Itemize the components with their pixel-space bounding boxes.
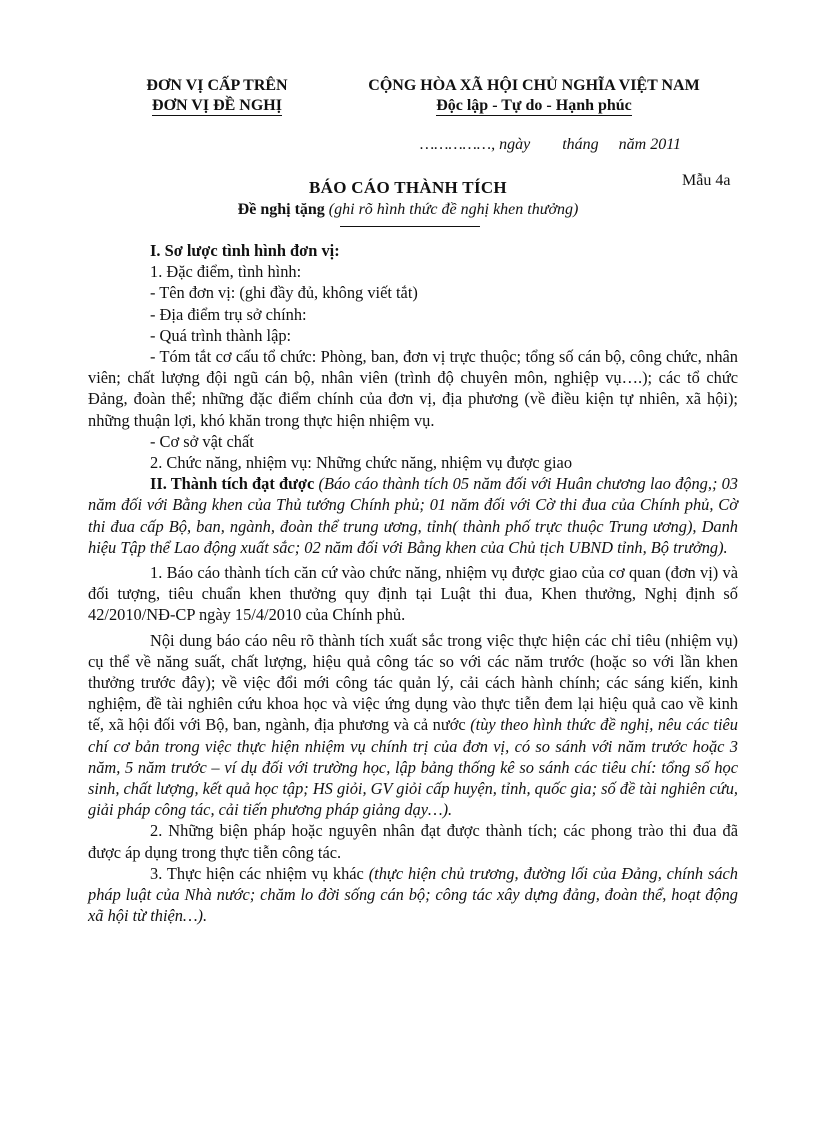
national-motto-header [336, 76, 732, 116]
headquarters-line: - Địa điểm trụ sở chính: [150, 304, 307, 324]
achievement-content-note: (tùy theo hình thức đề nghị, nêu các tiêu chí cơ bản trong việc thực hiện nhiệm vụ chính trị của đơn vị, có so sánh với năm trước hoặc 3 năm, 5 năm trước – ví dụ đối với trường học, lập bảng thống kê so sánh các tiêu chí: tổng số học sinh, chất lượng, kết quả học tập; HS giỏi, GV giỏi cấp huyện, tỉnh, quốc gia; số đề tài nghiên cứu, giải pháp công tác, cải tiến phương pháp giảng dạy…). [88, 715, 738, 820]
form-number: Mẫu 4a [682, 172, 731, 189]
achievement-content-paragraph [88, 630, 738, 821]
unit-name-line: - Tên đơn vị: (ghi đầy đủ, không viết tắt) [150, 283, 418, 303]
other-tasks-note: (thực hiện chủ trương, đường lối của Đảng, chính sách pháp luật của Nhà nước; chăm lo đời sống cán bộ; công tác xây dựng đảng, đoàn thể, hoạt động xã hội từ thiện…). [88, 863, 738, 926]
national-motto: Độc lập - Tự do - Hạnh phúc [436, 97, 632, 114]
subtitle-label: Đề nghị tặng [237, 201, 325, 218]
document-subtitle [0, 201, 816, 219]
structure-paragraph: - Tóm tắt cơ cấu tổ chức: Phòng, ban, đơn vị trực thuộc; tổng số cán bộ, công chức, nhân viên; chất lượng đội ngũ cán bộ, nhân viên (trình độ chuyên môn, nghiệp vụ….); các tổ chức Đảng, đoàn thể; những đặc điểm chính của đơn vị, địa phương (về điều kiện tự nhiên, xã hội); những thuận lợi, khó khăn trong thực hiện nhiệm vụ. [88, 347, 738, 430]
section-1-heading: I. Sơ lược tình hình đơn vị: [150, 241, 340, 260]
report-body [88, 240, 738, 927]
section-1-item-2: 2. Chức năng, nhiệm vụ: Những chức năng, nhiệm vụ được giao [150, 453, 573, 473]
issuing-organization-header [112, 76, 322, 116]
section-1-item-1: 1. Đặc điểm, tình hình: [150, 262, 302, 282]
document-title: BÁO CÁO THÀNH TÍCH [309, 178, 507, 197]
achievement-content-text: Nội dung báo cáo nêu rõ thành tích xuất sắc trong việc thực hiện các chỉ tiêu (nhiệm vụ) cụ thể về năng suất, chất lượng, hiệu quả công tác so với các năm trước (hoặc so với lần khen thưởng trước đây); về việc đổi mới công tác quản lý, cải cách hành chính; các sáng kiến, kinh nghiệm, đề tài nghiên cứu khoa học và việc ứng dụng vào thực tiễn đem lại hiệu quả cao về kinh tế, xã hội đối với Bộ, ban, ngành, địa phương và cả nước [88, 630, 738, 735]
section-2-item-3 [88, 863, 738, 927]
section-2-heading: II. Thành tích đạt được [150, 474, 315, 494]
establishment-line: - Quá trình thành lập: [150, 325, 292, 345]
subtitle-note: (ghi rõ hình thức đề nghị khen thưởng) [328, 201, 579, 218]
title-divider [340, 226, 480, 227]
section-2-intro [88, 473, 738, 558]
facilities-line: - Cơ sở vật chất [150, 431, 254, 451]
date-line: ……………, ngày tháng năm 2011 [420, 136, 682, 153]
country-name: CỘNG HÒA XÃ HỘI CHỦ NGHĨA VIỆT NAM [368, 77, 700, 94]
other-tasks-label: 3. Thực hiện các nhiệm vụ khác [150, 863, 364, 883]
section-2-note: (Báo cáo thành tích 05 năm đối với Huân chương lao động,; 03 năm đối với Bằng khen của Thủ tướng Chính phủ; 01 năm đối với Cờ thi đua của Chính phủ, Cờ thi đua cấp Bộ, ban, ngành, đoàn thể trung ương, tỉnh( thành phố trực thuộc Trung ương), Danh hiệu Tập thể Lao động xuất sắc; 02 năm đối với Bằng khen của Chủ tịch UBND tỉnh, Bộ trưởng). [88, 474, 738, 557]
section-2-item-2: 2. Những biện pháp hoặc nguyên nhân đạt được thành tích; các phong trào thi đua đã được áp dụng trong thực tiễn công tác. [88, 821, 738, 862]
section-2-item-1: 1. Báo cáo thành tích căn cứ vào chức năng, nhiệm vụ được giao của cơ quan (đơn vị) và đối tượng, tiêu chuẩn khen thưởng quy định tại Luật thi đua, Khen thưởng, Nghị định số 42/2010/NĐ-CP ngày 15/4/2010 của Chính phủ. [88, 563, 738, 625]
superior-unit-label: ĐƠN VỊ CẤP TRÊN [146, 77, 288, 94]
proposing-unit-label: ĐƠN VỊ ĐỀ NGHỊ [152, 97, 282, 114]
